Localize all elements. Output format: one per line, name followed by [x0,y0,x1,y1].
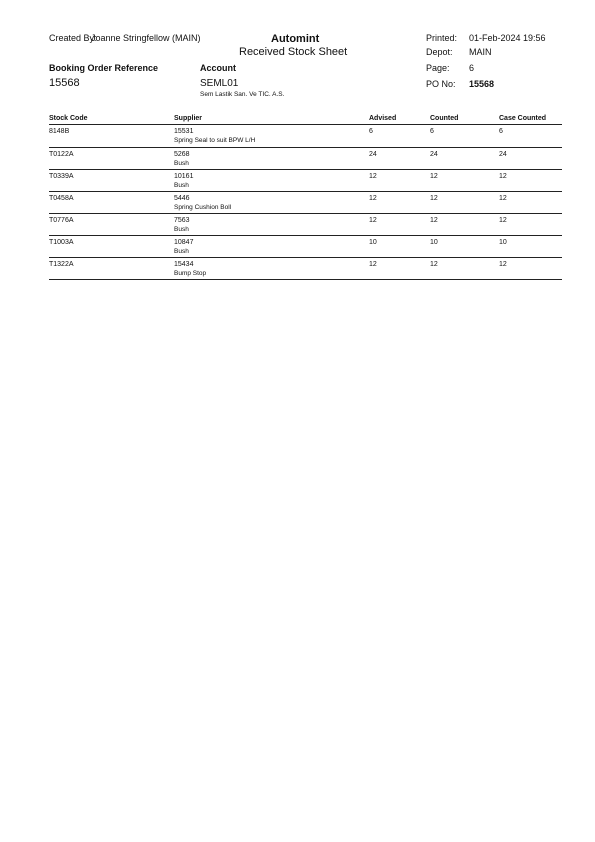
stock-code-cell: T0776A [49,217,74,224]
printed-label: Printed: [426,33,458,43]
depot-label: Depot: [426,47,453,57]
col-header-advised: Advised [369,115,397,122]
booking-ref-value: 15568 [49,77,80,89]
advised-cell: 12 [369,195,377,202]
account-label: Account [200,63,236,73]
row-divider [49,169,562,170]
advised-cell: 10 [369,239,377,246]
case-counted-cell: 12 [499,261,507,268]
company-name: Automint [271,33,320,45]
case-counted-cell: 24 [499,151,507,158]
description-cell: Bush [174,182,189,189]
description-cell: Bush [174,248,189,255]
page-value: 6 [469,63,475,73]
printed-value: 01-Feb-2024 19:56 [469,33,546,43]
supplier-cell: 10847 [174,239,194,246]
row-divider [49,257,562,258]
stock-code-cell: 8148B [49,128,70,135]
advised-cell: 12 [369,261,377,268]
created-by-label: Created By: [49,33,97,43]
supplier-cell: 7563 [174,217,190,224]
supplier-cell: 10161 [174,173,194,180]
advised-cell: 24 [369,151,377,158]
supplier-cell: 15531 [174,128,194,135]
counted-cell: 10 [430,239,438,246]
case-counted-cell: 12 [499,173,507,180]
po-value: 15568 [469,79,495,89]
header-divider [49,124,562,125]
col-header-case-counted: Case Counted [499,115,547,122]
stock-code-cell: T0339A [49,173,74,180]
counted-cell: 24 [430,151,438,158]
supplier-cell: 5268 [174,151,190,158]
col-header-counted: Counted [430,115,459,122]
counted-cell: 12 [430,195,438,202]
page-label: Page: [426,63,450,73]
description-cell: Bush [174,160,189,167]
account-code: SEML01 [200,78,239,89]
col-header-supplier: Supplier [174,115,203,122]
row-divider [49,213,562,214]
row-divider [49,279,562,280]
advised-cell: 6 [369,128,373,135]
row-divider [49,191,562,192]
case-counted-cell: 12 [499,217,507,224]
created-by-value: Joanne Stringfellow (MAIN) [91,33,201,43]
advised-cell: 12 [369,217,377,224]
case-counted-cell: 6 [499,128,503,135]
stock-code-cell: T0122A [49,151,74,158]
stock-code-cell: T1003A [49,239,74,246]
counted-cell: 12 [430,261,438,268]
booking-ref-label: Booking Order Reference [49,63,159,73]
row-divider [49,147,562,148]
account-name: Sem Lastik San. Ve TIC. A.S. [200,91,285,98]
row-divider [49,235,562,236]
report-title: Received Stock Sheet [239,46,348,58]
description-cell: Bump Stop [174,270,207,277]
description-cell: Bush [174,226,189,233]
counted-cell: 12 [430,217,438,224]
case-counted-cell: 10 [499,239,507,246]
supplier-cell: 5446 [174,195,190,202]
counted-cell: 12 [430,173,438,180]
description-cell: Spring Seal to suit BPW L/H [174,137,256,144]
depot-value: MAIN [469,47,492,57]
supplier-cell: 15434 [174,261,194,268]
stock-code-cell: T1322A [49,261,74,268]
advised-cell: 12 [369,173,377,180]
po-label: PO No: [426,79,456,89]
col-header-stock-code: Stock Code [49,115,88,122]
counted-cell: 6 [430,128,434,135]
case-counted-cell: 12 [499,195,507,202]
stock-code-cell: T0458A [49,195,74,202]
description-cell: Spring Cushion Boll [174,204,232,211]
